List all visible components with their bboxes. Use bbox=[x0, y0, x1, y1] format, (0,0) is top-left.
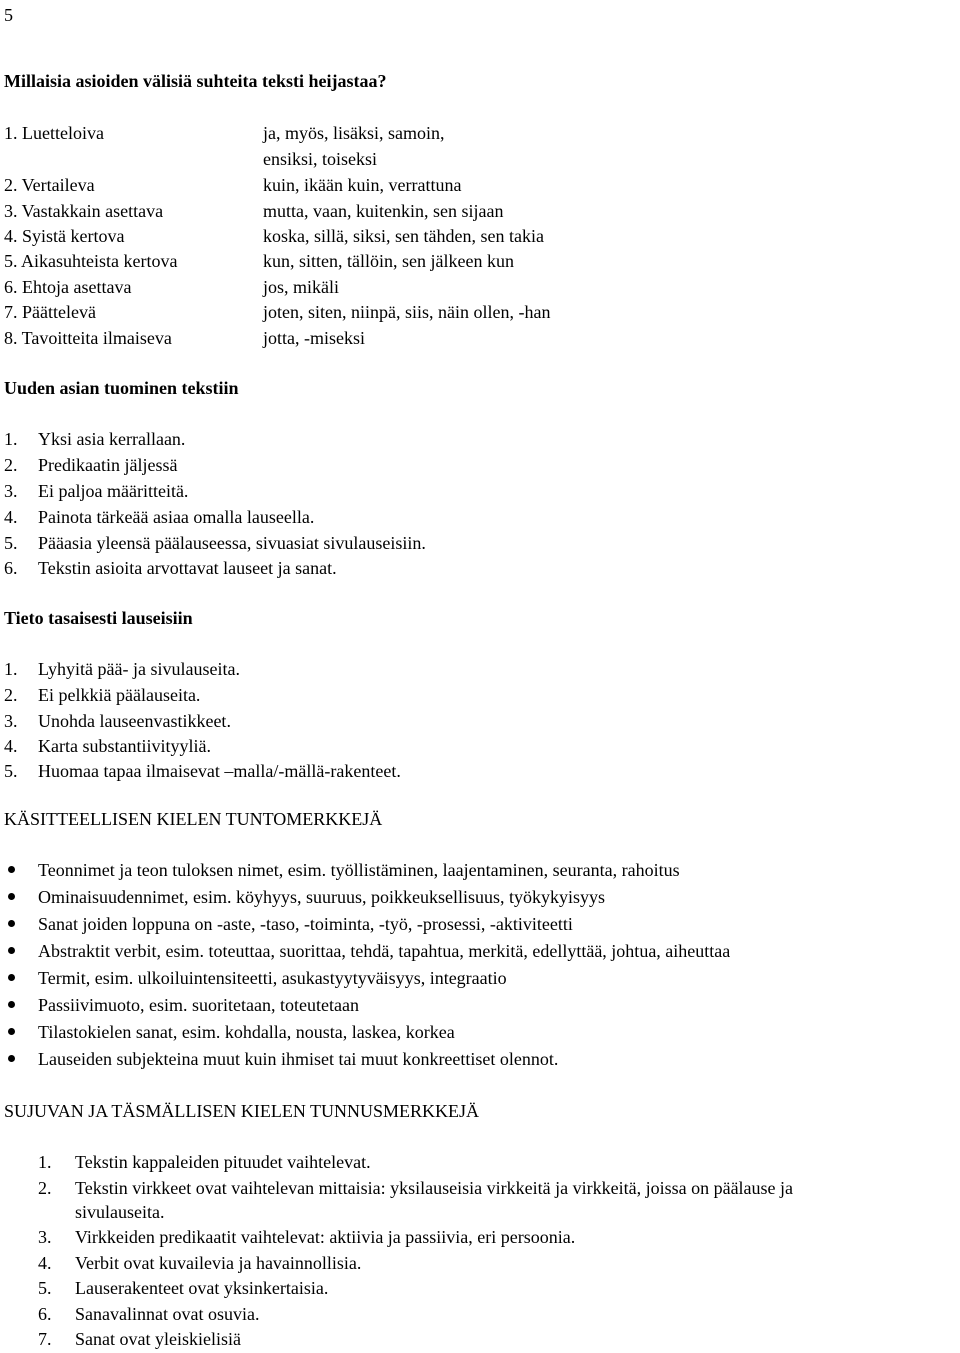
relation-words: ja, myös, lisäksi, samoin, bbox=[263, 123, 445, 143]
list-item-number: 1. bbox=[4, 429, 18, 449]
bullet-item: Abstraktit verbit, esim. toteuttaa, suorittaa, tehdä, tapahtua, merkitä, edellyttää, johtua, aiheuttaa bbox=[38, 941, 731, 961]
list-item-number: 1. bbox=[38, 1152, 52, 1172]
list-item-number: 3. bbox=[38, 1227, 52, 1247]
relation-words: koska, sillä, siksi, sen tähden, sen takia bbox=[263, 226, 544, 246]
list-item: Painota tärkeää asiaa omalla lauseella. bbox=[38, 507, 315, 527]
bullet-item: Ominaisuudennimet, esim. köyhyys, suuruus, poikkeuksellisuus, työkykyisyys bbox=[38, 887, 605, 907]
list-item: Unohda lauseenvastikkeet. bbox=[38, 711, 231, 731]
list-item: Pääasia yleensä päälauseessa, sivuasiat sivulauseisiin. bbox=[38, 533, 426, 553]
section-title-new-info: Uuden asian tuominen tekstiin bbox=[4, 378, 239, 398]
list-item-number: 3. bbox=[4, 481, 18, 501]
list-item-number: 6. bbox=[38, 1304, 52, 1324]
list-item: Virkkeiden predikaatit vaihtelevat: aktiivia ja passiivia, eri persoonia. bbox=[75, 1227, 576, 1247]
list-item: Tekstin kappaleiden pituudet vaihtelevat. bbox=[75, 1152, 371, 1172]
bullet-icon bbox=[8, 1001, 15, 1008]
list-item: Verbit ovat kuvailevia ja havainnollisia. bbox=[75, 1253, 362, 1273]
relation-words: kun, sitten, tällöin, sen jälkeen kun bbox=[263, 251, 514, 271]
relation-words: jotta, -miseksi bbox=[263, 328, 365, 348]
list-item: Lyhyitä pää- ja sivulauseita. bbox=[38, 659, 240, 679]
list-item-number: 2. bbox=[4, 685, 18, 705]
list-item-number: 7. bbox=[38, 1329, 52, 1349]
relation-label: 3. Vastakkain asettava bbox=[4, 201, 164, 221]
list-item-number: 6. bbox=[4, 558, 18, 578]
list-item: Yksi asia kerrallaan. bbox=[38, 429, 186, 449]
section-title-even-info: Tieto tasaisesti lauseisiin bbox=[4, 608, 193, 628]
bullet-icon bbox=[8, 947, 15, 954]
list-item: Ei paljoa määritteitä. bbox=[38, 481, 189, 501]
list-item-number: 2. bbox=[38, 1178, 52, 1198]
bullet-icon bbox=[8, 1055, 15, 1062]
list-item: Ei pelkkiä päälauseita. bbox=[38, 685, 201, 705]
relation-words: joten, siten, niinpä, siis, näin ollen, -han bbox=[263, 302, 551, 322]
relation-label: 7. Päättelevä bbox=[4, 302, 96, 322]
list-item-number: 1. bbox=[4, 659, 18, 679]
bullet-icon bbox=[8, 974, 15, 981]
list-item: Sanat ovat yleiskielisiä bbox=[75, 1329, 241, 1349]
list-item: Tekstin asioita arvottavat lauseet ja sanat. bbox=[38, 558, 337, 578]
relation-words: ensiksi, toiseksi bbox=[263, 149, 378, 169]
list-item-number: 4. bbox=[38, 1253, 52, 1273]
list-item-continuation: sivulauseita. bbox=[75, 1202, 165, 1222]
list-item-number: 5. bbox=[4, 761, 18, 781]
section-title-fluent-language: SUJUVAN JA TÄSMÄLLISEN KIELEN TUNNUSMERKKEJÄ bbox=[4, 1101, 480, 1121]
section-title-relations: Millaisia asioiden välisiä suhteita teksti heijastaa? bbox=[4, 71, 387, 91]
list-item: Huomaa tapaa ilmaisevat –malla/-mällä-rakenteet. bbox=[38, 761, 401, 781]
bullet-icon bbox=[8, 866, 15, 873]
bullet-item: Tilastokielen sanat, esim. kohdalla, nousta, laskea, korkea bbox=[38, 1022, 455, 1042]
relation-label: 1. Luetteloiva bbox=[4, 123, 104, 143]
relation-words: jos, mikäli bbox=[263, 277, 339, 297]
relation-label: 2. Vertaileva bbox=[4, 175, 95, 195]
bullet-item: Sanat joiden loppuna on -aste, -taso, -toiminta, -työ, -prosessi, -aktiviteetti bbox=[38, 914, 573, 934]
list-item: Predikaatin jäljessä bbox=[38, 455, 178, 475]
list-item-number: 2. bbox=[4, 455, 18, 475]
relation-label: 5. Aikasuhteista kertova bbox=[4, 251, 178, 271]
list-item: Tekstin virkkeet ovat vaihtelevan mittaisia: yksilauseisia virkkeitä ja virkkeitä, joissa on päälause ja bbox=[75, 1178, 794, 1198]
bullet-item: Teonnimet ja teon tuloksen nimet, esim. työllistäminen, laajentaminen, seuranta, rahoitus bbox=[38, 860, 680, 880]
relation-label: 4. Syistä kertova bbox=[4, 226, 125, 246]
bullet-icon bbox=[8, 1028, 15, 1035]
relation-words: mutta, vaan, kuitenkin, sen sijaan bbox=[263, 201, 504, 221]
page-number: 5 bbox=[4, 5, 13, 25]
list-item-number: 4. bbox=[4, 507, 18, 527]
list-item: Karta substantiivityyliä. bbox=[38, 736, 211, 756]
relation-label: 6. Ehtoja asettava bbox=[4, 277, 132, 297]
list-item-number: 4. bbox=[4, 736, 18, 756]
list-item-number: 5. bbox=[38, 1278, 52, 1298]
list-item: Sanavalinnat ovat osuvia. bbox=[75, 1304, 260, 1324]
list-item-number: 3. bbox=[4, 711, 18, 731]
relation-words: kuin, ikään kuin, verrattuna bbox=[263, 175, 462, 195]
bullet-item: Termit, esim. ulkoiluintensiteetti, asukastyytyväisyys, integraatio bbox=[38, 968, 507, 988]
bullet-icon bbox=[8, 920, 15, 927]
section-title-abstract-language: KÄSITTEELLISEN KIELEN TUNTOMERKKEJÄ bbox=[4, 809, 383, 829]
relation-label: 8. Tavoitteita ilmaiseva bbox=[4, 328, 172, 348]
bullet-icon bbox=[8, 893, 15, 900]
bullet-item: Passiivimuoto, esim. suoritetaan, toteutetaan bbox=[38, 995, 359, 1015]
list-item: Lauserakenteet ovat yksinkertaisia. bbox=[75, 1278, 329, 1298]
bullet-item: Lauseiden subjekteina muut kuin ihmiset tai muut konkreettiset olennot. bbox=[38, 1049, 559, 1069]
list-item-number: 5. bbox=[4, 533, 18, 553]
